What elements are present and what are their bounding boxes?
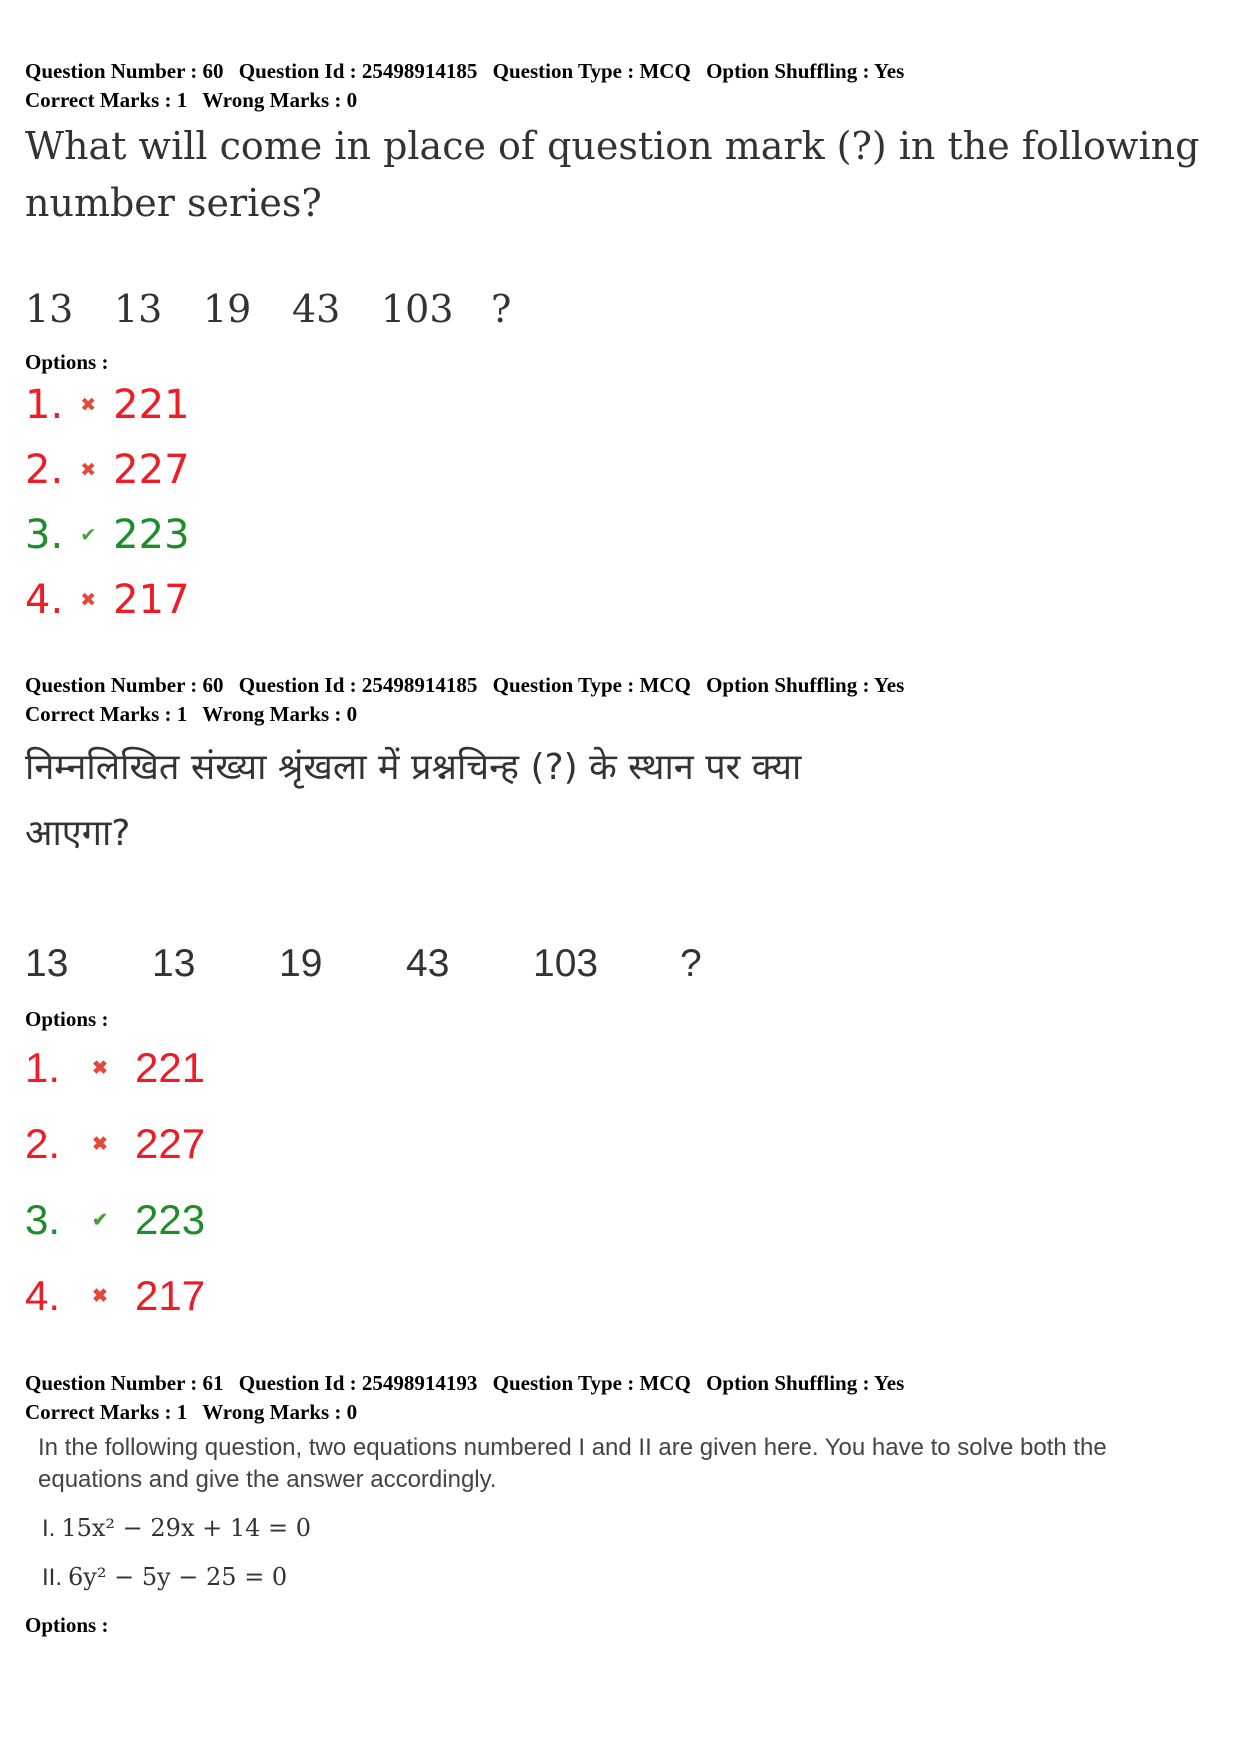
question-number: Question Number : 60 — [25, 673, 224, 697]
equation-label: II. — [42, 1564, 63, 1591]
meta-line1 — [25, 671, 914, 700]
equation-2 — [42, 1563, 287, 1592]
question-id: Question Id : 25498914193 — [238, 1371, 478, 1395]
equation-1 — [42, 1514, 311, 1543]
question-number: Question Number : 61 — [25, 1371, 224, 1395]
meta-line1 — [25, 57, 914, 86]
option-value: 221 — [113, 382, 190, 428]
q60-hi-meta — [25, 671, 914, 729]
meta-line2 — [25, 1398, 914, 1427]
wrong-marks: Wrong Marks : 0 — [202, 88, 358, 112]
meta-line2 — [25, 700, 914, 729]
options-label: Options : — [25, 1613, 109, 1637]
series-term: 43 — [292, 287, 341, 331]
correct-marks: Correct Marks : 1 — [25, 1400, 188, 1424]
option-3[interactable] — [25, 512, 190, 558]
option-shuffling: Option Shuffling : Yes — [706, 673, 905, 697]
option-value: 227 — [135, 1120, 206, 1167]
option-4[interactable] — [25, 577, 190, 623]
wrong-marks: Wrong Marks : 0 — [202, 702, 358, 726]
option-value: 221 — [135, 1044, 206, 1091]
option-number: 3. — [25, 512, 64, 558]
cross-icon: ✖ — [92, 1057, 108, 1079]
cross-icon: ✖ — [92, 1285, 108, 1307]
q60-en-question — [25, 118, 1199, 232]
option-value: 217 — [113, 577, 190, 623]
question-line: What will come in place of question mark (?) in the following — [25, 124, 1200, 168]
series-term: ? — [680, 942, 702, 985]
option-shuffling: Option Shuffling : Yes — [706, 1371, 905, 1395]
cross-icon: ✖ — [80, 394, 97, 416]
option-value: 223 — [135, 1196, 206, 1243]
option-number: 2. — [25, 1120, 61, 1167]
question-line: number series? — [25, 181, 322, 225]
options-label: Options : — [25, 1007, 109, 1031]
series-term: 103 — [381, 287, 454, 331]
question-id: Question Id : 25498914185 — [238, 673, 478, 697]
q61-meta — [25, 1369, 914, 1427]
question-type: Question Type : MCQ — [492, 1371, 691, 1395]
equation-text: 6y² − 5y − 25 = 0 — [68, 1563, 288, 1591]
option-2[interactable] — [25, 447, 190, 493]
options-label: Options : — [25, 350, 109, 374]
question-id: Question Id : 25498914185 — [238, 59, 478, 83]
option-2[interactable] — [25, 1120, 205, 1168]
option-shuffling: Option Shuffling : Yes — [706, 59, 905, 83]
series-term: ? — [491, 287, 512, 331]
q60-hi-series — [25, 942, 702, 986]
series-term: 43 — [406, 942, 450, 985]
cross-icon: ✖ — [80, 589, 97, 611]
q61-question: In the following question, two equations numbered I and II are given here. You have to solve both the equations and give the answer accordingly. — [38, 1434, 1107, 1493]
wrong-marks: Wrong Marks : 0 — [202, 1400, 358, 1424]
equation-label: I. — [42, 1515, 56, 1542]
option-value: 217 — [135, 1272, 206, 1319]
option-number: 3. — [25, 1196, 61, 1243]
q60-en-series — [25, 287, 511, 331]
series-term: 13 — [152, 942, 196, 985]
q60-hi-question — [25, 735, 801, 867]
series-term: 19 — [279, 942, 323, 985]
series-term: 13 — [114, 287, 163, 331]
check-icon: ✔ — [92, 1209, 108, 1231]
option-number: 4. — [25, 577, 64, 623]
question-line: निम्नलिखित संख्या श्रृंखला में प्रश्नचिन्ह (?) के स्थान पर क्या — [25, 747, 802, 788]
meta-line1 — [25, 1369, 914, 1398]
option-number: 4. — [25, 1272, 61, 1319]
question-type: Question Type : MCQ — [492, 673, 691, 697]
option-4[interactable] — [25, 1272, 205, 1320]
option-1[interactable] — [25, 382, 190, 428]
series-term: 13 — [25, 287, 74, 331]
question-number: Question Number : 60 — [25, 59, 224, 83]
option-1[interactable] — [25, 1044, 205, 1092]
option-number: 1. — [25, 1044, 61, 1091]
series-term: 13 — [25, 942, 69, 985]
check-icon: ✔ — [80, 524, 97, 546]
series-term: 103 — [533, 942, 599, 985]
correct-marks: Correct Marks : 1 — [25, 88, 188, 112]
cross-icon: ✖ — [80, 459, 97, 481]
cross-icon: ✖ — [92, 1133, 108, 1155]
option-value: 223 — [113, 512, 190, 558]
option-number: 1. — [25, 382, 64, 428]
meta-line2 — [25, 86, 914, 115]
question-type: Question Type : MCQ — [492, 59, 691, 83]
option-value: 227 — [113, 447, 190, 493]
correct-marks: Correct Marks : 1 — [25, 702, 188, 726]
option-number: 2. — [25, 447, 64, 493]
q60-en-meta — [25, 57, 914, 115]
option-3[interactable] — [25, 1196, 205, 1244]
equation-text: 15x² − 29x + 14 = 0 — [61, 1514, 312, 1542]
question-line: आएगा? — [25, 813, 131, 854]
series-term: 19 — [203, 287, 252, 331]
